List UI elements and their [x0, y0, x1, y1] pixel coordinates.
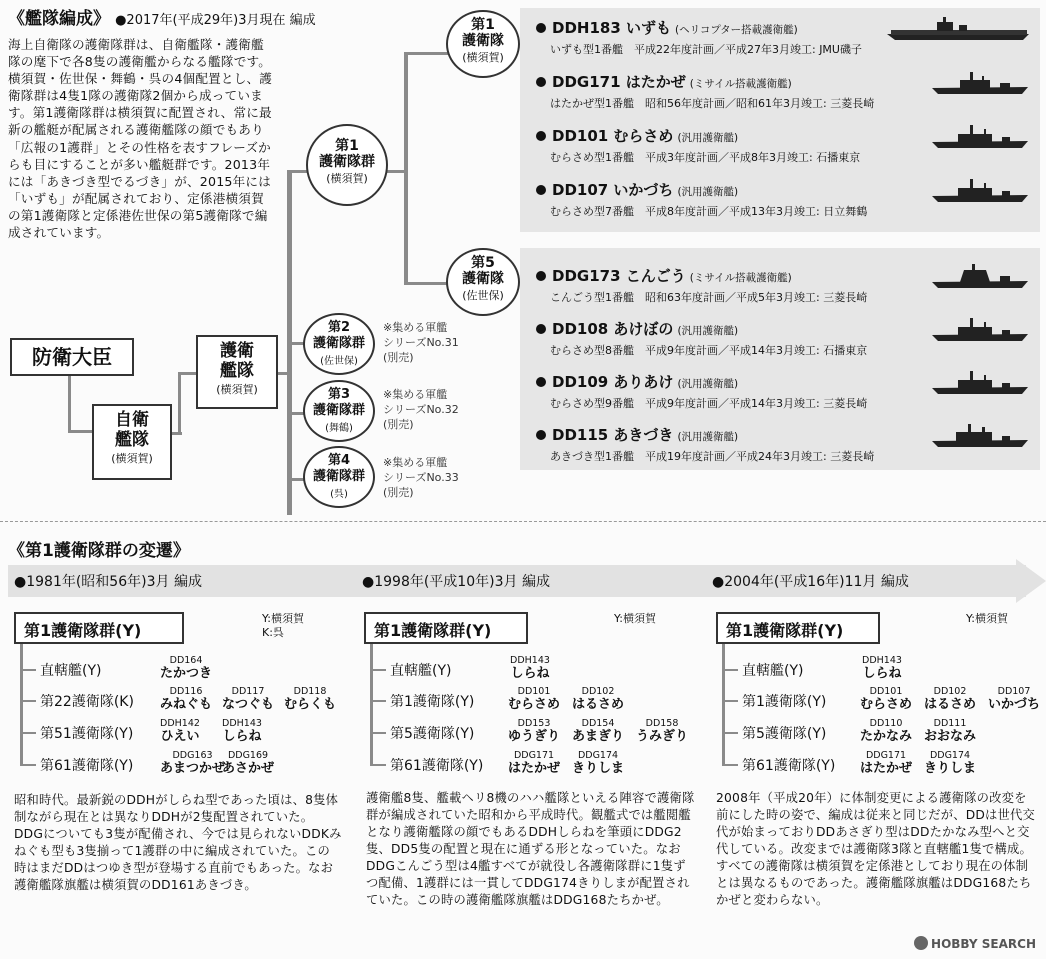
- ship-name: [924, 719, 976, 744]
- era-description: 昭和時代。最新鋭のDDHがしらね型であった頃は、8隻体制ながら現在とは異なりDDHが2隻配置されていた。DDGについても3隻が配備され、今では見られないDDKみねぐも型も3隻揃って1護群の中に編成されていた。この時はまだDDはつゆき型が登場する直前でもあった。なお護衛艦隊旗艦は横須賀のDD161あきづき。: [14, 793, 342, 892]
- connector: [20, 764, 36, 766]
- ship-kana: たかなみ: [860, 729, 913, 744]
- ship-name: [924, 751, 976, 776]
- ship-code: DD117: [231, 686, 265, 697]
- ship-kana: あまつかぜ: [160, 761, 226, 776]
- flotilla1-loc: (横須賀): [326, 172, 368, 185]
- legend-line: K:呉: [262, 626, 284, 639]
- unit-label: 第5護衛隊(Y): [742, 726, 827, 742]
- connector: [722, 764, 738, 766]
- note-line: (別売): [383, 351, 414, 364]
- ship-kana: あさかぜ: [222, 761, 275, 776]
- ship-kana: しらね: [862, 666, 902, 681]
- ship-type: (ミサイル搭載護衛艦): [689, 78, 792, 90]
- ship-code: DDG174: [929, 750, 971, 761]
- minister-box: 防衛大臣: [10, 338, 134, 376]
- connector: [370, 764, 386, 766]
- sdf-fleet-box: [92, 404, 172, 480]
- ship-code: DDG171: [513, 750, 555, 761]
- destroyer-silhouette-icon: [930, 178, 1030, 204]
- ship-name: [572, 719, 624, 744]
- era-legend: [966, 612, 1008, 626]
- ship-kana: ゆうぎり: [508, 729, 561, 744]
- note-line: (別売): [383, 418, 414, 431]
- connector: [20, 700, 36, 702]
- ship-detail: はたかぜ型1番艦 昭和56年度計画／昭和61年3月竣工: 三菱長崎: [550, 97, 875, 110]
- flotilla4-loc: (呉): [330, 489, 348, 500]
- unit-label: 直轄艦(Y): [390, 663, 452, 679]
- ship-kana: むらくも: [284, 697, 337, 712]
- flotilla2-name1: 第2: [327, 320, 351, 335]
- ship-code: DDH143: [222, 718, 262, 729]
- ship-code: DD154: [581, 718, 615, 729]
- note-line: ※集める軍艦: [383, 388, 448, 401]
- escort-fleet-name2: 艦隊: [220, 361, 254, 381]
- connector: [370, 644, 373, 766]
- era-legend: [614, 612, 656, 626]
- connector: [370, 700, 386, 702]
- flotilla1-circle: [306, 124, 388, 206]
- connector: [20, 669, 36, 671]
- flotilla3-name2: 護衛隊群: [312, 403, 365, 418]
- ship-kana: うみぎり: [636, 729, 689, 744]
- note-line: (別売): [383, 486, 414, 499]
- era-label: ●1998年(平成10年)3月 編成: [362, 574, 550, 590]
- div1-loc: (横須賀): [462, 51, 504, 64]
- ship-kana: おおなみ: [924, 729, 977, 744]
- flotilla3-circle: [303, 380, 375, 442]
- connector: [404, 52, 452, 55]
- section-subtitle: ●2017年(平成29年)3月現在 編成: [115, 13, 316, 28]
- ship-kana: なつぐも: [222, 697, 275, 712]
- flotilla3-name1: 第3: [327, 387, 351, 402]
- note-line: ※集める軍艦: [383, 321, 448, 334]
- ship-kana: はるさめ: [924, 697, 977, 712]
- ship-type: (汎用護衛艦): [677, 431, 739, 443]
- ship-name: [222, 687, 274, 712]
- ship-name: [222, 751, 274, 776]
- ship-code: DD101: [517, 686, 551, 697]
- ship-code: DDG169: [227, 750, 269, 761]
- flotilla3-loc: (舞鶴): [325, 423, 353, 434]
- ship-entry: [536, 265, 867, 305]
- ship-code: DD102: [581, 686, 615, 697]
- ship-type: (ミサイル搭載護衛艦): [689, 272, 792, 284]
- ship-kana: きりしま: [572, 761, 625, 776]
- flotilla2-circle: [303, 313, 375, 375]
- ship-kana: ひえい: [160, 729, 200, 744]
- destroyer-silhouette-icon: [930, 124, 1030, 150]
- connector: [722, 732, 738, 734]
- ship-code: DD110: [869, 718, 903, 729]
- ship-head: DD115 あきづき: [552, 426, 674, 444]
- ship-detail: あきづき型1番艦 平成19年度計画／平成24年3月竣工: 三菱長崎: [550, 450, 875, 463]
- div5-loc: (佐世保): [462, 289, 504, 302]
- ship-name: [508, 719, 560, 744]
- ship-head: DDG171 はたかぜ: [552, 73, 686, 91]
- connector: [178, 372, 181, 434]
- ship-name: [862, 656, 902, 681]
- ship-kana: きりしま: [924, 761, 977, 776]
- ship-head: DD101 むらさめ: [552, 127, 674, 145]
- flotilla4-note: [383, 455, 459, 500]
- history-title: 《第1護衛隊群の変遷》: [8, 541, 190, 561]
- watermark: [914, 936, 1036, 951]
- ship-code: DDG171: [865, 750, 907, 761]
- era-description: 2008年（平成20年）に体制変更による護衛隊の改変を前にした時の姿で、編成は従来と同じだが、DDは世代交代が始まっておりDDあさぎり型はDDたかなみ型へと交代している。改変までは護衛隊3隊と直轄艦1隻で構成。すべての護衛隊は横須賀を定係港としており現在の体制とは異なるものであった。護衛艦隊旗艦はDDG168たちかぜと変わらない。: [716, 791, 1036, 907]
- unit-label: 第22護衛隊(K): [40, 694, 134, 710]
- era-label: ●1981年(昭和56年)3月 編成: [14, 574, 202, 590]
- ship-kana: たかつき: [160, 666, 213, 681]
- ship-code: DD118: [293, 686, 327, 697]
- era-group-box: 第1護衛隊群(Y): [716, 612, 880, 644]
- ship-name: [222, 719, 262, 744]
- destroyer-silhouette-icon: [930, 264, 1030, 290]
- ship-kana: はたかぜ: [508, 761, 561, 776]
- ship-head: DDG173 こんごう: [552, 267, 686, 285]
- destroyer-silhouette-icon: [930, 423, 1030, 449]
- ship-detail: こんごう型1番艦 昭和63年度計画／平成5年3月竣工: 三菱長崎: [550, 291, 868, 304]
- ship-name: [284, 687, 336, 712]
- bullet-icon: [536, 377, 546, 387]
- unit-label: 第61護衛隊(Y): [390, 758, 484, 774]
- bullet-icon: [536, 77, 546, 87]
- note-line: シリーズNo.31: [383, 336, 459, 349]
- ship-entry: [536, 424, 874, 464]
- ship-kana: あまぎり: [572, 729, 625, 744]
- ship-kana: いかづち: [988, 697, 1041, 712]
- connector: [386, 170, 406, 173]
- ship-kana: はるさめ: [572, 697, 625, 712]
- escort-fleet-box: [196, 335, 278, 409]
- carrier-silhouette-icon: [885, 16, 1031, 42]
- ship-type: (汎用護衛艦): [677, 378, 739, 390]
- intro-text: 海上自衛隊の護衛隊群は、自衛艦隊・護衛艦隊の麾下で各8隻の護衛艦からなる艦隊です。横須賀・佐世保・舞鶴・呉の4個配置とし、護衛隊群は4隻1隊の護衛隊2個から成っています。第1護衛隊群は横須賀に配置され、常に最新の艦艇が配属される護衛艦隊の顔でもあり「広報の1護群」とその性格を表すフレーズからも目にすることが多い艦艇群です。2013年には「あきづき型でるづき」が、2015年には「いずも」が配属されており、定係港横須賀の第1護衛隊と定係港佐世保の第5護衛隊で編成されています。: [8, 37, 273, 241]
- unit-label: 第5護衛隊(Y): [390, 726, 475, 742]
- hobby-search-logo-icon: [914, 936, 928, 950]
- ship-name: [510, 656, 550, 681]
- ship-name: [508, 687, 560, 712]
- connector: [20, 732, 36, 734]
- ship-entry: [536, 371, 867, 411]
- note-line: シリーズNo.33: [383, 471, 459, 484]
- ship-entry: [536, 179, 867, 219]
- ship-entry: [536, 17, 862, 57]
- bullet-icon: [536, 185, 546, 195]
- ship-name: [924, 687, 976, 712]
- watermark-text: HOBBY SEARCH: [931, 937, 1036, 951]
- ship-code: DD111: [933, 718, 967, 729]
- arrow-head-icon: [1016, 559, 1046, 603]
- connector: [370, 732, 386, 734]
- ship-type: (汎用護衛艦): [677, 325, 739, 337]
- ship-kana: みねぐも: [160, 697, 213, 712]
- ship-code: DD116: [169, 686, 203, 697]
- connector: [722, 644, 725, 766]
- ship-name: [860, 719, 912, 744]
- unit-label: 第51護衛隊(Y): [40, 726, 134, 742]
- era-group-box: 第1護衛隊群(Y): [364, 612, 528, 644]
- connector: [68, 372, 71, 432]
- bullet-icon: [536, 23, 546, 33]
- ship-type: (汎用護衛艦): [677, 132, 739, 144]
- div1-name1: 第1: [471, 17, 495, 33]
- unit-label: 第1護衛隊(Y): [742, 694, 827, 710]
- ship-code: DD102: [933, 686, 967, 697]
- ship-name: [860, 751, 912, 776]
- ship-kana: しらね: [222, 729, 262, 744]
- flotilla2-loc: (佐世保): [320, 356, 358, 367]
- note-line: シリーズNo.32: [383, 403, 459, 416]
- legend-line: Y:横須賀: [966, 612, 1008, 625]
- ship-name: [636, 719, 688, 744]
- note-line: ※集める軍艦: [383, 456, 448, 469]
- ship-name: [572, 687, 624, 712]
- ship-detail: むらさめ型9番艦 平成9年度計画／平成14年3月竣工: 三菱長崎: [550, 397, 868, 410]
- unit-label: 第61護衛隊(Y): [40, 758, 134, 774]
- flotilla1-name1: 第1: [335, 138, 359, 154]
- sdf-fleet-name1: 自衛: [115, 410, 149, 430]
- ship-kana: しらね: [510, 666, 550, 681]
- div1-name2: 護衛隊: [462, 33, 504, 49]
- ship-head: DDH183 いずも: [552, 19, 671, 37]
- div1-circle: [446, 10, 520, 78]
- ship-kana: はたかぜ: [860, 761, 913, 776]
- sdf-fleet-loc: (横須賀): [111, 452, 153, 465]
- ship-code: DD107: [997, 686, 1031, 697]
- div5-name2: 護衛隊: [462, 271, 504, 287]
- ship-name: [160, 751, 225, 776]
- connector: [370, 669, 386, 671]
- connector: [722, 700, 738, 702]
- era-group-box: 第1護衛隊群(Y): [14, 612, 184, 644]
- ship-code: DDH142: [160, 718, 200, 729]
- ship-name: [160, 687, 212, 712]
- ship-code: DDG163: [172, 750, 213, 761]
- flotilla4-circle: [303, 446, 375, 508]
- destroyer-silhouette-icon: [930, 370, 1030, 396]
- ship-name: [572, 751, 624, 776]
- bullet-icon: [536, 430, 546, 440]
- ship-code: DD164: [169, 655, 203, 666]
- ship-entry: [536, 125, 860, 165]
- connector: [404, 52, 408, 284]
- ship-code: DD101: [869, 686, 903, 697]
- section-header: [8, 4, 316, 29]
- ship-type: (汎用護衛艦): [677, 186, 739, 198]
- flotilla3-note: [383, 387, 459, 432]
- ship-code: DDH143: [510, 655, 550, 666]
- ship-name: [160, 719, 200, 744]
- flotilla4-name2: 護衛隊群: [312, 469, 365, 484]
- ship-kana: むらさめ: [508, 697, 561, 712]
- ship-name: [508, 751, 560, 776]
- sdf-fleet-name2: 艦隊: [115, 430, 149, 450]
- era-label: ●2004年(平成16年)11月 編成: [712, 574, 909, 590]
- div5-circle: [446, 248, 520, 316]
- ship-entry: [536, 71, 874, 111]
- bullet-icon: [536, 271, 546, 281]
- connector: [404, 282, 452, 285]
- ship-head: DD109 ありあけ: [552, 373, 674, 391]
- ship-code: DD158: [645, 718, 679, 729]
- escort-fleet-loc: (横須賀): [216, 383, 258, 396]
- ship-type: (ヘリコプター搭載護衛艦): [675, 24, 798, 36]
- div5-name1: 第5: [471, 255, 495, 271]
- ship-entry: [536, 318, 867, 358]
- connector: [722, 669, 738, 671]
- connector: [178, 372, 198, 375]
- flotilla2-name2: 護衛隊群: [312, 336, 365, 351]
- unit-label: 直轄艦(Y): [742, 663, 804, 679]
- era-description: 護衛艦8隻、艦載ヘリ8機のハハ艦隊といえる陣容で護衛隊群が編成されていた昭和から平成時代。観艦式では艦閲艦となり護衛艦隊の顔でもあるDDHしらねを筆頭にDDG2隻、DD5隻の配置と現在に通ずる形となっていた。なおDDGこんごう型は4艦すべてが就役し各護衛隊群に1隻ずつ配備、1護群には一貫してDDG174きりしまが配置されていた。この時の護衛艦隊旗艦はDDG168たちかぜ。: [366, 791, 695, 907]
- destroyer-silhouette-icon: [930, 70, 1030, 96]
- ship-code: DD153: [517, 718, 551, 729]
- ship-code: DDG174: [577, 750, 619, 761]
- ship-code: DDH143: [862, 655, 902, 666]
- ship-detail: むらさめ型1番艦 平成3年度計画／平成8年3月竣工: 石播東京: [550, 151, 861, 164]
- flotilla2-note: [383, 320, 459, 365]
- unit-label: 第1護衛隊(Y): [390, 694, 475, 710]
- flotilla4-name1: 第4: [327, 453, 351, 468]
- escort-fleet-name1: 護衛: [220, 341, 254, 361]
- ship-name: [160, 656, 212, 681]
- section-title: 《艦隊編成》: [8, 9, 110, 29]
- era-legend: [262, 612, 304, 640]
- ship-head: DD108 あけぼの: [552, 320, 674, 338]
- legend-line: Y:横須賀: [262, 612, 304, 625]
- destroyer-silhouette-icon: [930, 317, 1030, 343]
- ship-detail: いずも型1番艦 平成22年度計画／平成27年3月竣工: JMU磯子: [550, 43, 862, 56]
- legend-line: Y:横須賀: [614, 612, 656, 625]
- ship-kana: むらさめ: [860, 697, 913, 712]
- bullet-icon: [536, 324, 546, 334]
- unit-label: 第61護衛隊(Y): [742, 758, 836, 774]
- ship-detail: むらさめ型7番艦 平成8年度計画／平成13年3月竣工: 日立舞鶴: [550, 205, 868, 218]
- flotilla1-name2: 護衛隊群: [319, 154, 375, 170]
- ship-name: [988, 687, 1040, 712]
- unit-label: 直轄艦(Y): [40, 663, 102, 679]
- section-divider: [0, 521, 1046, 522]
- connector: [20, 644, 23, 766]
- ship-detail: むらさめ型8番艦 平成9年度計画／平成14年3月竣工: 石播東京: [550, 344, 868, 357]
- ship-head: DD107 いかづち: [552, 181, 674, 199]
- ship-name: [860, 687, 912, 712]
- bullet-icon: [536, 131, 546, 141]
